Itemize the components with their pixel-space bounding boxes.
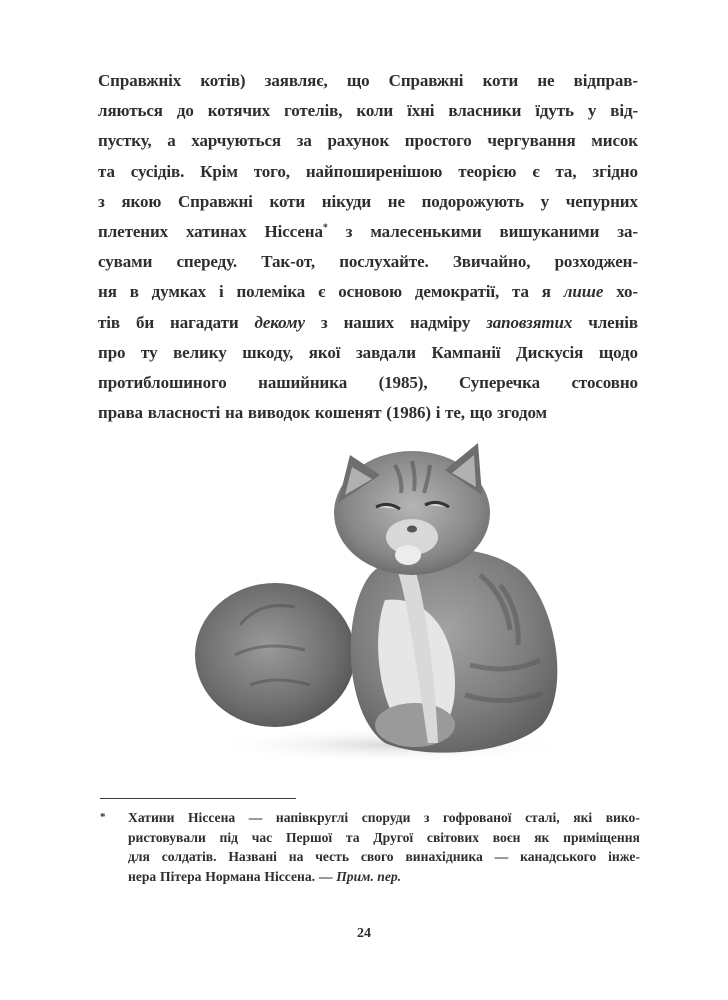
footnote-word: ристовували [128,829,206,845]
body-word: що [346,71,370,90]
footnote-word: споруди [361,810,411,825]
body-word: шкоду, [242,342,294,362]
cat-illustration [180,425,570,770]
cat-hind-leg [375,703,455,747]
body-word: та [98,161,115,181]
body-word: декому [254,312,305,332]
body-word: щодо [598,342,638,362]
body-word: ня [98,282,117,302]
footnote-word: з [423,810,430,825]
body-word: за- [617,221,638,241]
footnote-word: сталі, [525,810,560,825]
body-word: (1986) [386,403,431,423]
body-word: харчуються [191,131,282,151]
body-word: Справжні [388,71,464,90]
body-word: до [176,101,194,121]
body-word: плетених [98,221,169,241]
body-word: відправ- [573,71,638,90]
body-line [98,338,638,368]
footnote-word: Прим. пер. [336,868,402,884]
body-word: котів) [200,71,246,90]
body-word: є [318,282,326,302]
footnote-word: винахідника [405,849,483,865]
body-line [98,368,638,398]
body-word: полеміка [236,282,306,302]
body-word: а [167,131,176,151]
body-word: є [532,161,540,181]
footnote-word: Першої [285,829,333,845]
footnote-word: як [534,829,550,845]
body-word: з [345,221,353,241]
body-word: та, [555,161,577,181]
footnote-word: Пітера [160,868,202,884]
body-word: я [541,282,551,302]
body-word: Справжні [178,191,253,211]
body-word: пустку, [98,131,152,151]
body-word: в [129,282,139,302]
body-word: від- [610,101,638,121]
footnote-word: солдатів. [161,849,217,865]
body-word: їдуть [535,101,574,121]
body-word: мисок [591,131,638,151]
cat-paw [395,545,421,565]
body-line [98,96,638,126]
body-word: чепурних [565,191,638,211]
body-word: теорією [458,161,517,181]
body-word: хатинах [185,221,247,241]
footnote-word: які [573,810,593,825]
body-line [98,217,638,247]
footnote-line [128,828,640,848]
body-word: тів [98,312,120,332]
footnote-text [100,808,640,886]
footnote-word: честь [315,849,350,865]
footnote-word: напівкруглі [275,810,349,825]
body-word: сувами [98,252,153,272]
body-word: з [320,312,328,332]
body-word: і [435,403,441,423]
footnote-word: Названі [228,849,277,865]
body-word: згодом [497,403,548,423]
body-word: вишуканими [499,221,600,241]
body-word: Ніссена* [264,221,328,241]
body-word: членів [588,312,638,332]
body-word: завдали [355,342,416,362]
footnote-divider [100,798,296,799]
body-word: послухайте. [339,252,429,272]
body-word: якої [308,342,341,362]
body-line [98,308,638,338]
page-number: 24 [357,926,371,941]
body-word: нашийника [258,372,348,392]
footnote-word: світових [426,829,479,845]
footnote [100,808,640,886]
footnote-word: приміщення [563,829,640,845]
body-line [98,187,638,217]
body-word: з [98,191,105,211]
body-word: за [296,131,312,151]
footnote-line [128,867,640,887]
body-word: Крім [200,161,238,181]
body-word: хо- [616,282,638,302]
body-text [98,66,638,428]
body-word: не [387,191,405,211]
body-word: те, [445,403,465,423]
body-word: протиблошиного [98,372,227,392]
cat-nose [407,526,417,533]
body-word: найпоширенішою [305,161,443,181]
footnote-word: гофрованої [442,810,512,825]
body-word: Дискусія [516,342,584,362]
body-word: нікуди [321,191,372,211]
body-word: спереду. [176,252,237,272]
footnote-line [128,847,640,867]
body-word: згідно [592,161,638,181]
body-word: виводок [247,403,311,423]
footnote-word: Хатини [128,810,175,825]
body-word: заявляє, [264,71,328,90]
body-word: чергування [487,131,576,151]
body-word: Так-от, [261,252,315,272]
footnote-word: для [128,849,150,865]
body-word: Кампанії [431,342,501,362]
body-word: кошенят [314,403,382,423]
body-line [98,277,638,307]
footnote-word: Ніссена. [264,868,316,884]
body-word: того, [253,161,290,181]
body-word: подорожують [421,191,524,211]
footnote-word: — [318,868,333,884]
body-word: готелів, [284,101,343,121]
body-word: стосовно [571,372,638,392]
body-word: основою [338,282,402,302]
footnote-word: на [288,849,304,865]
body-word: у [540,191,549,211]
body-word: надміру [410,312,471,332]
footnote-word: інже- [608,849,640,865]
body-word: (1985), [378,372,428,392]
body-word: рахунок [327,131,390,151]
body-word: у [587,101,597,121]
footnote-word: під [219,829,238,845]
body-word: нагадати [170,312,239,332]
footnote-line [128,808,640,828]
body-word: коти [269,191,306,211]
body-word: лише [563,282,604,302]
body-word: коти [482,71,519,90]
footnote-word: вико- [605,810,640,825]
body-word: якою [121,191,162,211]
footnote-word: свого [360,849,394,865]
body-word: права [98,403,143,423]
body-word: розходжен- [554,252,638,272]
body-word: їхні [407,101,435,121]
body-line [98,247,638,277]
body-word: про [98,342,126,362]
body-line [98,66,638,96]
body-word: власності [147,403,221,423]
body-word: простого [404,131,472,151]
body-word: власники [448,101,522,121]
body-word: ляються [98,101,163,121]
body-line [98,126,638,156]
body-word: що [469,403,493,423]
body-word: демократії, [414,282,500,302]
body-word: не [537,71,555,90]
body-word: котячих [207,101,271,121]
footnote-word: час [251,829,273,845]
body-word: велику [173,342,227,362]
body-word: Справжніх [98,71,182,90]
body-word: Звичайно, [452,252,531,272]
body-line [98,398,638,428]
footnote-word: канадського [520,849,597,865]
body-line [98,157,638,187]
footnote-word: нера [128,868,157,884]
footnote-marker: * [100,811,106,823]
footnote-word: Ніссена [187,810,236,825]
footnote-word: воєн [492,829,521,845]
body-word: би [135,312,155,332]
body-word: ту [141,342,158,362]
body-word: заповзятих [486,312,573,332]
footnote-word: — [248,810,263,825]
body-word: на [225,403,244,423]
footnote-ref[interactable]: * [322,222,328,234]
footnote-word: Нормана [205,868,261,884]
body-word: Суперечка [458,372,540,392]
footnote-word: Другої [373,829,414,845]
body-word: коли [356,101,394,121]
body-word: малесенькими [370,221,482,241]
body-word: думках [151,282,207,302]
body-word: сусідів. [130,161,185,181]
footnote-word: та [345,829,360,845]
body-word: наших [343,312,395,332]
footnote-word: — [494,849,509,865]
body-word: і [218,282,224,302]
body-word: та [512,282,529,302]
